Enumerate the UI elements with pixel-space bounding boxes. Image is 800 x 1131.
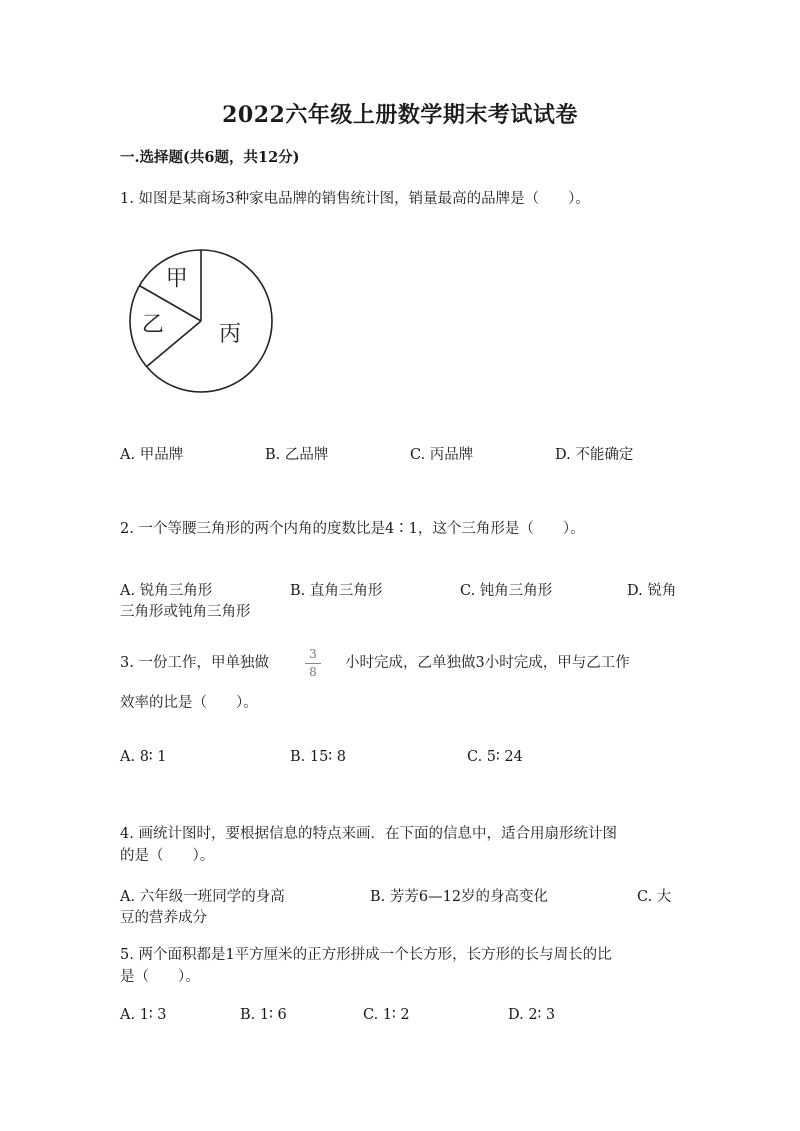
q4-option-a: A. 六年级一班同学的身高	[120, 889, 285, 905]
q5-option-d: D. 2∶ 3	[508, 1007, 556, 1023]
q1-option-a: A. 甲品牌	[120, 447, 184, 463]
pie-chart	[126, 246, 276, 396]
q2-option-a: A. 锐角三角形	[120, 583, 213, 599]
q4-option-c-wrap: 豆的营养成分	[120, 910, 207, 926]
pie-label-乙: 乙	[141, 312, 164, 338]
fraction-bar	[305, 663, 321, 664]
q5-option-a: A. 1∶ 3	[120, 1007, 167, 1023]
question-3-text-b: 小时完成，乙单独做3小时完成，甲与乙工作	[345, 655, 630, 671]
question-4-line-2: 的是（ ）。	[120, 848, 215, 864]
page-title: 2022六年级上册数学期末考试试卷	[222, 102, 578, 128]
q4-option-c: C. 大	[637, 889, 672, 905]
q1-option-c: C. 丙品牌	[410, 447, 474, 463]
q3-option-c: C. 5∶ 24	[467, 749, 523, 765]
q1-option-d: D. 不能确定	[555, 447, 634, 463]
q2-option-b: B. 直角三角形	[290, 583, 383, 599]
q5-option-c: C. 1∶ 2	[363, 1007, 410, 1023]
q4-option-b: B. 芳芳6—12岁的身高变化	[370, 889, 549, 905]
question-4-line-1: 4. 画统计图时，要根据信息的特点来画．在下面的信息中，适合用扇形统计图	[120, 826, 617, 842]
question-5-line-1: 5. 两个面积都是1平方厘米的正方形拼成一个长方形，长方形的长与周长的比	[120, 947, 612, 963]
q2-option-c: C. 钝角三角形	[460, 583, 553, 599]
fraction-denominator: 8	[309, 665, 317, 679]
q2-option-d: D. 锐角	[627, 583, 677, 599]
pie-label-甲: 甲	[165, 266, 188, 292]
question-5-line-2: 是（ ）。	[120, 969, 200, 985]
q5-option-b: B. 1∶ 6	[240, 1007, 287, 1023]
section-heading: 一.选择题(共6题，共12分)	[120, 149, 300, 166]
question-3-text-c: 效率的比是（ ）。	[120, 695, 258, 711]
q2-option-d-wrap: 三角形或钝角三角形	[120, 604, 251, 620]
fraction-numerator: 3	[309, 647, 317, 661]
q3-option-b: B. 15∶ 8	[290, 749, 346, 765]
q1-option-b: B. 乙品牌	[265, 447, 329, 463]
fraction-three-eighths	[304, 648, 322, 679]
question-2-text: 2. 一个等腰三角形的两个内角的度数比是4∶1，这个三角形是（ ）。	[120, 521, 585, 537]
pie-label-丙: 丙	[218, 322, 241, 348]
q3-option-a: A. 8∶ 1	[120, 749, 167, 765]
question-3-text-a: 3. 一份工作，甲单独做	[120, 655, 269, 671]
question-1-text: 1. 如图是某商场3种家电品牌的销售统计图，销量最高的品牌是（ ）。	[120, 191, 590, 207]
